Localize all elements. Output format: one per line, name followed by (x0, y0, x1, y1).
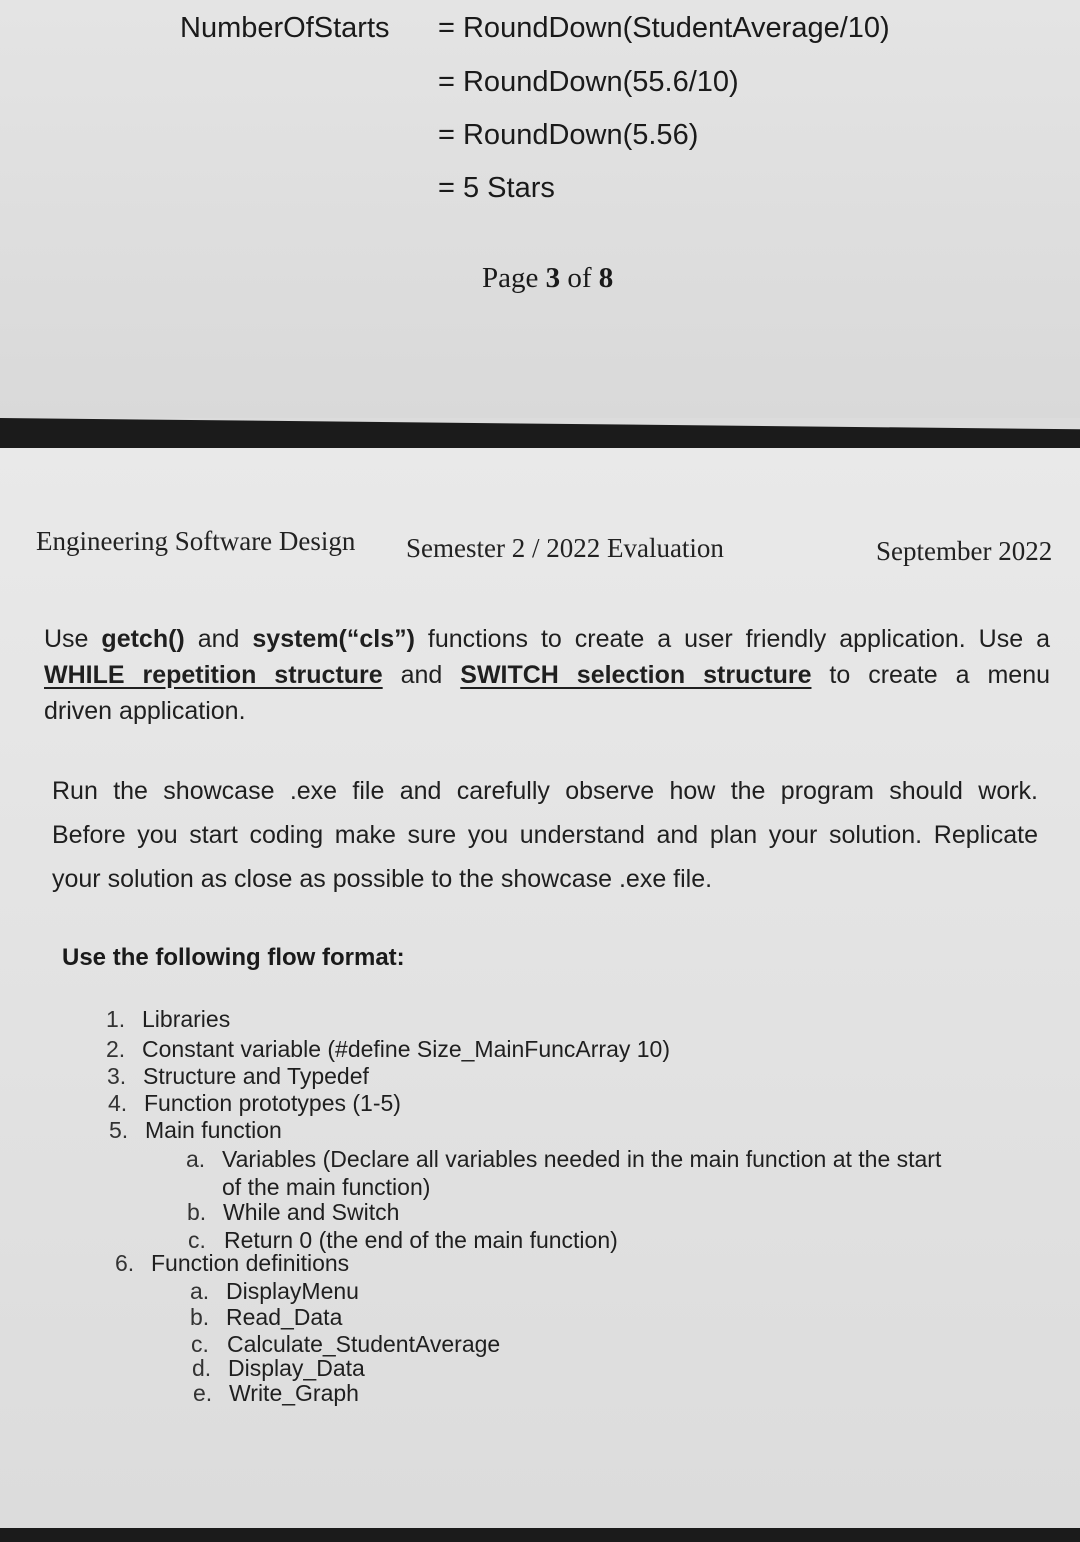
list-item: b. While and Switch (187, 1199, 400, 1225)
instruction-paragraph-1 (44, 621, 1050, 729)
para2-line-3: your solution as close as possible to the showcase .exe file. (52, 865, 713, 893)
previous-page-area (0, 0, 1080, 418)
list-item: a. DisplayMenu (190, 1278, 359, 1304)
list-item-continuation: of the main function) (222, 1174, 431, 1200)
para2-line-1: Run the showcase .exe file and carefully observe how the program should work. (52, 777, 1038, 805)
header-semester: Semester 2 / 2022 Evaluation (406, 533, 724, 563)
list-item: 4. Function prototypes (1-5) (108, 1090, 401, 1116)
page-number: Page 3 of 8 (482, 262, 614, 294)
list-item: 1. Libraries (106, 1006, 231, 1032)
list-item: c. Calculate_StudentAverage (191, 1331, 501, 1357)
current-page-area (0, 448, 1080, 1530)
para1-line-3: driven application. (44, 697, 246, 725)
instruction-paragraph-2 (52, 769, 1038, 901)
list-item: a. Variables (Declare all variables needed in the main function at the start (186, 1146, 942, 1172)
header-date: September 2022 (876, 536, 1053, 566)
list-item: 6. Function definitions (115, 1250, 350, 1276)
list-item: c. Return 0 (the end of the main function) (188, 1227, 618, 1253)
list-item: b. Read_Data (190, 1304, 343, 1330)
formula-line-3: = RoundDown(5.56) (438, 119, 699, 151)
switch-structure-term: SWITCH selection structure (460, 661, 812, 689)
list-item: 3. Structure and Typedef (107, 1063, 369, 1089)
list-item: e. Write_Graph (193, 1380, 359, 1406)
flow-heading: Use the following flow format: (62, 944, 405, 971)
header-course: Engineering Software Design (36, 526, 356, 556)
para1-line-2: WHILE repetition structure and SWITCH selection structure to create a menu (44, 661, 1051, 689)
para1-line-1: Use getch() and system(“cls”) functions to create a user friendly application. Use a (44, 625, 1050, 653)
list-item: 2. Constant variable (#define Size_MainFuncArray 10) (106, 1036, 670, 1062)
formula-line-2: = RoundDown(55.6/10) (438, 66, 739, 98)
while-structure-term: WHILE repetition structure (44, 661, 383, 689)
formula-label: NumberOfStarts (180, 12, 390, 44)
para2-line-2: Before you start coding make sure you understand and plan your solution. Replicate (52, 821, 1038, 849)
formula-line-4: = 5 Stars (438, 172, 555, 204)
bottom-edge (0, 1528, 1080, 1542)
list-item: 5. Main function (109, 1117, 282, 1143)
formula-line-1: = RoundDown(StudentAverage/10) (438, 12, 890, 44)
list-item: d. Display_Data (192, 1355, 365, 1381)
